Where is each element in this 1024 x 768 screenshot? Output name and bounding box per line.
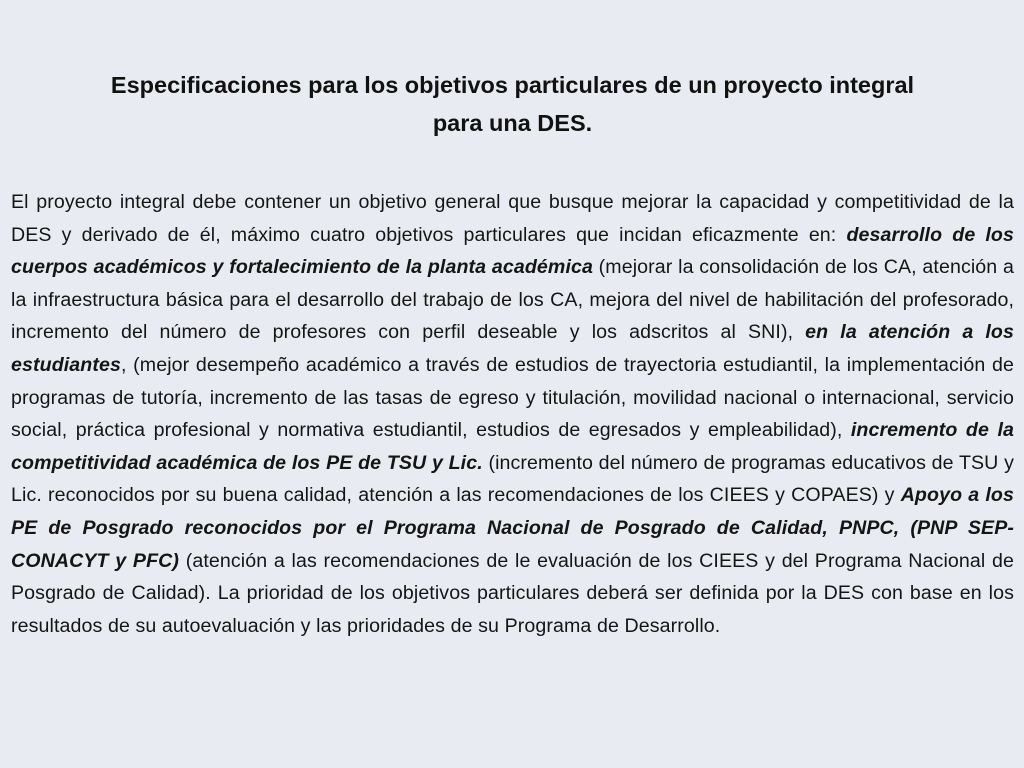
body-emphasis-segment: Apoyo a los PE de Posgrado reconocidos por el Programa Nacional de Posgrado de Calidad, PNPC, (PNP SEP-CONACYT y PFC) [11,484,1014,572]
slide-title-line-2: para una DES. [432,110,593,136]
body-text-segment: (incremento del número de programas educativos de TSU y Lic. reconocidos por su buena calidad, atención a las recomendaciones de los CIEES y COPAES) y [11,451,1014,507]
body-text-segment: (atención a las recomendaciones de le evaluación de los CIEES y del Programa Nacional de Posgrado de Calidad). La prioridad de los objetivos particulares deberá ser definida por la DES con base en los resultados de su autoevaluación y las prioridades de su Programa de Desarrollo. [11,549,1014,637]
slide-title-line-1: Especificaciones para los objetivos particulares de un proyecto integral [110,72,915,98]
body-text-segment: (mejorar la consolidación de los CA, atención a la infraestructura básica para el desarrollo del trabajo de los CA, mejora del nivel de habilitación del profesorado, incremento del número de profesores con perfil deseable y los adscritos al SNI), [11,256,1014,344]
body-emphasis-segment: incremento de la competitividad académica de los PE de TSU y Lic. [11,419,1014,474]
body-emphasis-segment: desarrollo de los cuerpos académicos y fortalecimiento de la planta académica [11,223,1014,279]
slide-title [11,0,1014,142]
body-emphasis-segment: en la atención a los estudiantes [11,321,1014,376]
body-text-segment: El proyecto integral debe contener un objetivo general que busque mejorar la capacidad y competitividad de la DES y derivado de él, máximo cuatro objetivos particulares que incidan eficazmente en: [11,191,1014,246]
body-text-segment: , (mejor desempeño académico a través de estudios de trayectoria estudiantil, la implementación de programas de tutoría, incremento de las tasas de egreso y titulación, movilidad nacional o internacional, servicio social, práctica profesional y normativa estudiantil, estudios de egresados y empleabilidad), [11,353,1014,442]
body-paragraph [11,186,1014,642]
